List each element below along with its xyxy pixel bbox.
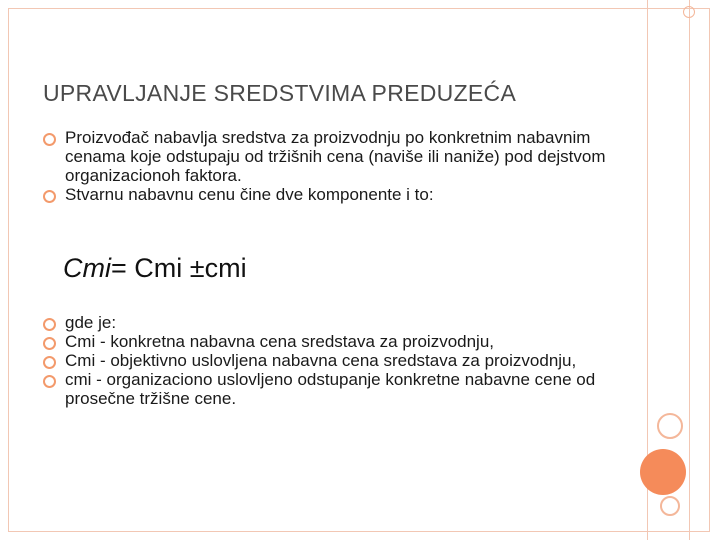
list-item-text: Cmi - objektivno uslovljena nabavna cena sredstava za proizvodnju, [65,351,577,370]
bullet-ring-icon [43,356,56,369]
bullet-list-top [43,128,613,204]
bullet-list-bottom [43,313,613,408]
slide-title: UPRAVLJANJE SREDSTVIMA PREDUZEĆA [43,80,517,106]
list-item [43,185,613,204]
formula-lhs: Cmi [63,253,111,283]
bullet-ring-icon [43,318,56,331]
bullet-ring-icon [43,337,56,350]
bullet-ring-icon [43,190,56,203]
list-item-text: cmi - organizaciono uslovljeno odstupanje konkretne nabavne cene od prosečne tržišne cene. [65,370,596,408]
decorative-ring [660,496,680,516]
list-item-text: gde je: [65,313,117,332]
decorative-line [689,0,690,540]
formula [63,253,247,284]
decorative-ring [657,413,683,439]
list-item-text: Proizvođač nabavlja sredstva za proizvodnju po konkretnim nabavnim cenama koje odstupaju od tržišnih cena (naviše ili naniže) pod dejstvom organizacionoh faktora. [65,128,606,185]
list-item [43,332,613,351]
list-item-text: Stvarnu nabavnu cenu čine dve komponente i to: [65,185,434,204]
decorative-circle [640,449,686,495]
decorative-ring-small [683,6,695,18]
bullet-ring-icon [43,133,56,146]
formula-rhs: = Cmi ±cmi [111,253,247,283]
list-item [43,370,613,408]
list-item [43,128,613,185]
bullet-ring-icon [43,375,56,388]
list-item-text: Cmi - konkretna nabavna cena sredstava za proizvodnju, [65,332,495,351]
list-item [43,313,613,332]
list-item [43,351,613,370]
